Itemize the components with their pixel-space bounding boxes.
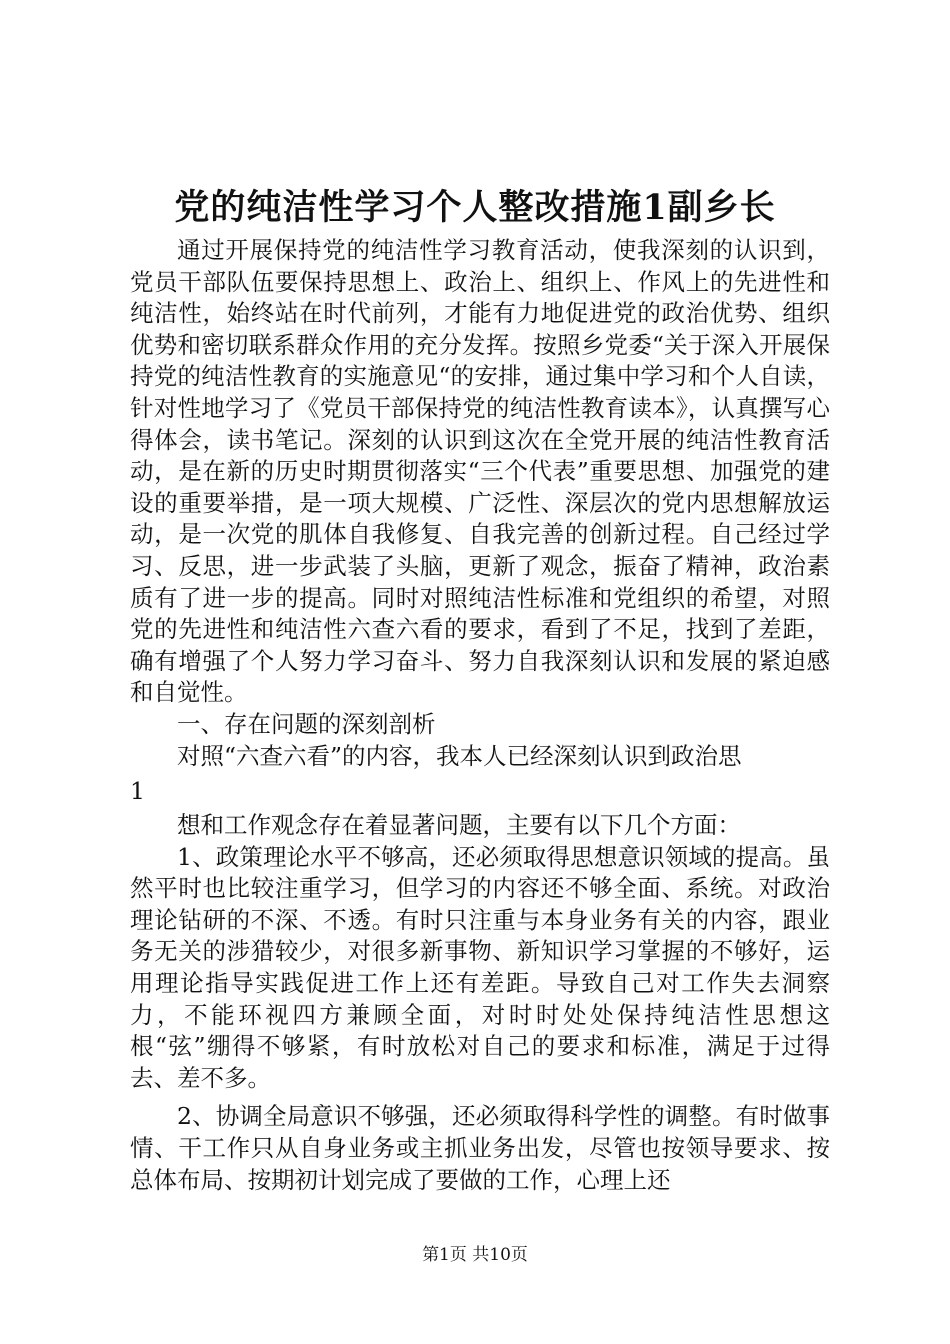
paragraph-continuation: 想和工作观念存在着显著问题，主要有以下几个方面：: [177, 811, 741, 840]
page-footer: 第1页 共10页: [422, 1245, 528, 1265]
document-title: 党的纯洁性学习个人整改措施1副乡长: [174, 187, 776, 228]
inline-page-marker: 1: [130, 777, 145, 806]
paragraph-item-1: 1、政策理论水平不够高，还必须取得思想意识领域的提高。虽然平时也比较注重学习，但学习的内容还不够全面、系统。对政治理论钻研的不深、不透。有时只注重与本身业务有关的内容，跟业务无关的涉猎较少，对很多新事物、新知识学习掌握的不够好，运用理论指导实践促进工作上还有差距。导致自己对工作失去洞察力，不能环视四方兼顾全面，对时时处处保持纯洁性思想这根“弦”绷得不够紧，有时放松对自己的要求和标准，满足于过得去、差不多。: [130, 842, 830, 1092]
section-heading-problems: 一、存在问题的深刻剖析: [177, 709, 436, 738]
paragraph-item-2: 2、协调全局意识不够强，还必须取得科学性的调整。有时做事情、干工作只从自身业务或主抓业务出发，尽管也按领导要求、按总体布局、按期初计划完成了要做的工作，心理上还: [130, 1102, 830, 1194]
paragraph-intro: 通过开展保持党的纯洁性学习教育活动，使我深刻的认识到，党员干部队伍要保持思想上、政治上、组织上、作风上的先进性和纯洁性，始终站在时代前列，才能有力地促进党的政治优势、组织优势和密切联系群众作用的充分发挥。按照乡党委“关于深入开展保持党的纯洁性教育的实施意见“的安排，通过集中学习和个人自读，针对性地学习了《党员干部保持党的纯洁性教育读本》，认真撰写心得体会，读书笔记。深刻的认识到这次在全党开展的纯洁性教育活动，是在新的历史时期贯彻落实“三个代表”重要思想、加强党的建设的重要举措，是一项大规模、广泛性、深层次的党内思想解放运动，是一次党的肌体自我修复、自我完善的创新过程。自己经过学习、反思，进一步武装了头脑，更新了观念，振奋了精神，政治素质有了进一步的提高。同时对照纯洁性标准和党组织的希望，对照党的先进性和纯洁性六查六看的要求，看到了不足，找到了差距，确有增强了个人努力学习奋斗、努力自我深刻认识和发展的紧迫感和自觉性。: [130, 236, 830, 707]
paragraph-contrast: 对照“六查六看”的内容，我本人已经深刻认识到政治思: [177, 741, 742, 770]
document-body: [130, 235, 830, 1196]
